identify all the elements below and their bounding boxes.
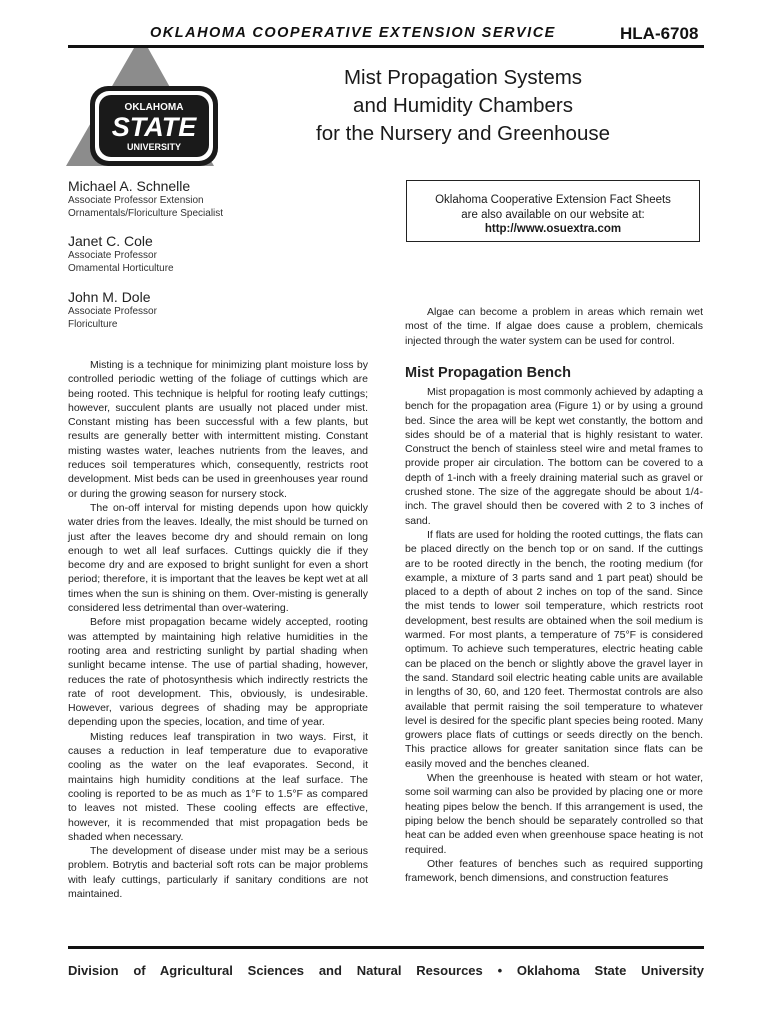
website-link[interactable]: http://www.osuextra.com: [484, 223, 622, 235]
author-role: Associate Professor: [68, 250, 157, 261]
body-paragraph: Other features of benches such as required supporting framework, bench dimensions, and construction features: [405, 857, 703, 885]
body-paragraph: The development of disease under mist may be a serious problem. Botrytis and bacterial soft rots can be major problems with leafy cuttings, particularly if sanitary conditions are not maintained.: [68, 845, 368, 900]
body-paragraph: Before mist propagation became widely accepted, rooting was attempted by maintaining high relative humidities in the rooting area and restricting sunlight by partial shading when sunlight became intense. The use of partial shading, however, reduces the rate of photosynthesis which indirectly restricts the rate of root development. This, obviously, is undesirable. However, various degrees of shading may be appropriate depending upon the species, location, and time of year.: [68, 616, 368, 729]
website-box-line1: Oklahoma Cooperative Extension Fact Sheets: [435, 194, 671, 206]
logo-line1: OKLAHOMA: [124, 102, 184, 113]
body-paragraph: Misting reduces leaf transpiration in two ways. First, it causes a reduction in leaf temperature due to evaporative cooling as the water on the leaf evaporates. Second, it maintains high humidity conditions at the leaf surface. The cooling is reported to be as much as 1°F to 1.5°F as compared to leaves not misted. These cooling effects are effective, however, it is recommended that mist propagation beds be shaded when necessary.: [68, 730, 368, 843]
author-cole: [68, 233, 308, 275]
page-title: [268, 64, 658, 148]
body-paragraph: Mist propagation is most commonly achieved by adapting a bench for the propagation area (Figure 1) or by using a ground bed. Since the area will be kept wet constantly, the bottom and sides should be of a material that is highly resistant to water. Construct the bench of stainless steel wire and metal frames to provide proper air circulation. The bottom can be covered to a depth of 1-inch with a freely draining material such as gravel or crushed stone. The size of the aggregate should be about 1/4-inch. The gravel should then be covered with 2 to 3 inches of sand.: [405, 386, 703, 527]
website-box: [406, 180, 700, 242]
logo-line3: UNIVERSITY: [126, 142, 182, 152]
footer-bullet: •: [497, 963, 503, 978]
fact-sheet-id: HLA-6708: [620, 24, 699, 43]
author-role: Omamental Horticulture: [68, 263, 174, 274]
series-title: OKLAHOMA COOPERATIVE EXTENSION SERVICE: [150, 25, 556, 41]
footer: [68, 963, 704, 978]
body-paragraph: The on-off interval for misting depends upon how quickly water dries from the leaves. Ideally, the mist should be turned on just after the leaves become dry and should remain on long enough to wet all leaf surfaces. Cuttings quickly die if they become dry and are exposed to bright sunlight for even a short period; therefore, it is important that the leaves be kept wet at all times when the sun is shining on them. Over-misting is generally considered less detrimental than over-watering.: [68, 501, 368, 615]
body-paragraph: When the greenhouse is heated with steam or hot water, some soil warming can also be provided by placing one or more heating pipes below the bench. If this arrangement is used, the piping below the bench should be separately controlled so that heat can be added even when greenhouse space heating is not required.: [405, 772, 703, 856]
title-line-1: Mist Propagation Systems: [343, 66, 583, 89]
author-role: Floriculture: [68, 319, 118, 330]
author-role: Associate Professor: [68, 306, 157, 317]
right-column-intro: [405, 305, 703, 348]
footer-rule: [68, 946, 704, 949]
body-paragraph: If flats are used for holding the rooted cuttings, the flats can be placed directly on the bench top or on sand. If the cuttings are to be rooted directly in the bench, the rooting medium (for example, a mixture of 3 parts sand and 1 part peat) should be placed to a depth of about 2 inches on top of the sand. Since the mist tends to lower soil temperature, which restricts root development, best results are obtained when the soil medium is warmed. For most plants, a temperature of 75°F is considered optimum. To achieve such temperatures, electric heating cable can be placed on the bench or slightly above the gravel layer in the sand. Standard soil electric heating cable units are available in lengths of 30, 60, and 120 feet. Thermostat controls are also available that permit raising the soil temperature to whatever level is desired for the specific plant species being rooted. Many growers place flats of cuttings or seeds directly on the bench. This practice allows for greater sanitation since flats can be easily moved and the benches cleaned.: [405, 528, 703, 770]
left-column: [68, 358, 368, 901]
logo-line2: STATE: [111, 112, 197, 142]
author-dole: [68, 289, 308, 331]
website-box-line2: are also available on our website at:: [461, 208, 645, 221]
author-name: Michael A. Schnelle: [68, 178, 191, 194]
body-paragraph: Misting is a technique for minimizing plant moisture loss by controlled periodic wetting of the foliage of cuttings which are being rooted. This technique is helpful for rooting leafy cuttings; however, succulent plants are usually not placed under mist. Constant misting has been successful with a few plants, but results are generally better with intermittent misting. Constant misting wastes water, leaches nutrients from the leaves, and reduces soil temperatures which, consequently, restricts root development. Mist beds can be used in greenhouses year round or during the growing season for nursery stock.: [68, 359, 368, 500]
author-schnelle: [68, 178, 308, 220]
section-heading: Mist Propagation Bench: [405, 365, 571, 381]
author-role: Ornamentals/Floriculture Specialist: [68, 208, 224, 219]
author-name: Janet C. Cole: [68, 233, 153, 249]
title-line-3: for the Nursery and Greenhouse: [316, 122, 610, 145]
footer-university: Oklahoma State University: [516, 963, 704, 978]
author-role: Associate Professor Extension: [68, 195, 204, 206]
author-name: John M. Dole: [68, 289, 151, 305]
body-paragraph: Algae can become a problem in areas which remain wet most of the time. If algae does cause a problem, chemicals injected through the water system can be used for control.: [405, 306, 703, 347]
footer-division: Division of Agricultural Sciences and Natural Resources: [68, 963, 483, 978]
osu-logo: [64, 48, 226, 173]
right-column: [405, 385, 703, 885]
title-line-2: and Humidity Chambers: [353, 94, 573, 117]
